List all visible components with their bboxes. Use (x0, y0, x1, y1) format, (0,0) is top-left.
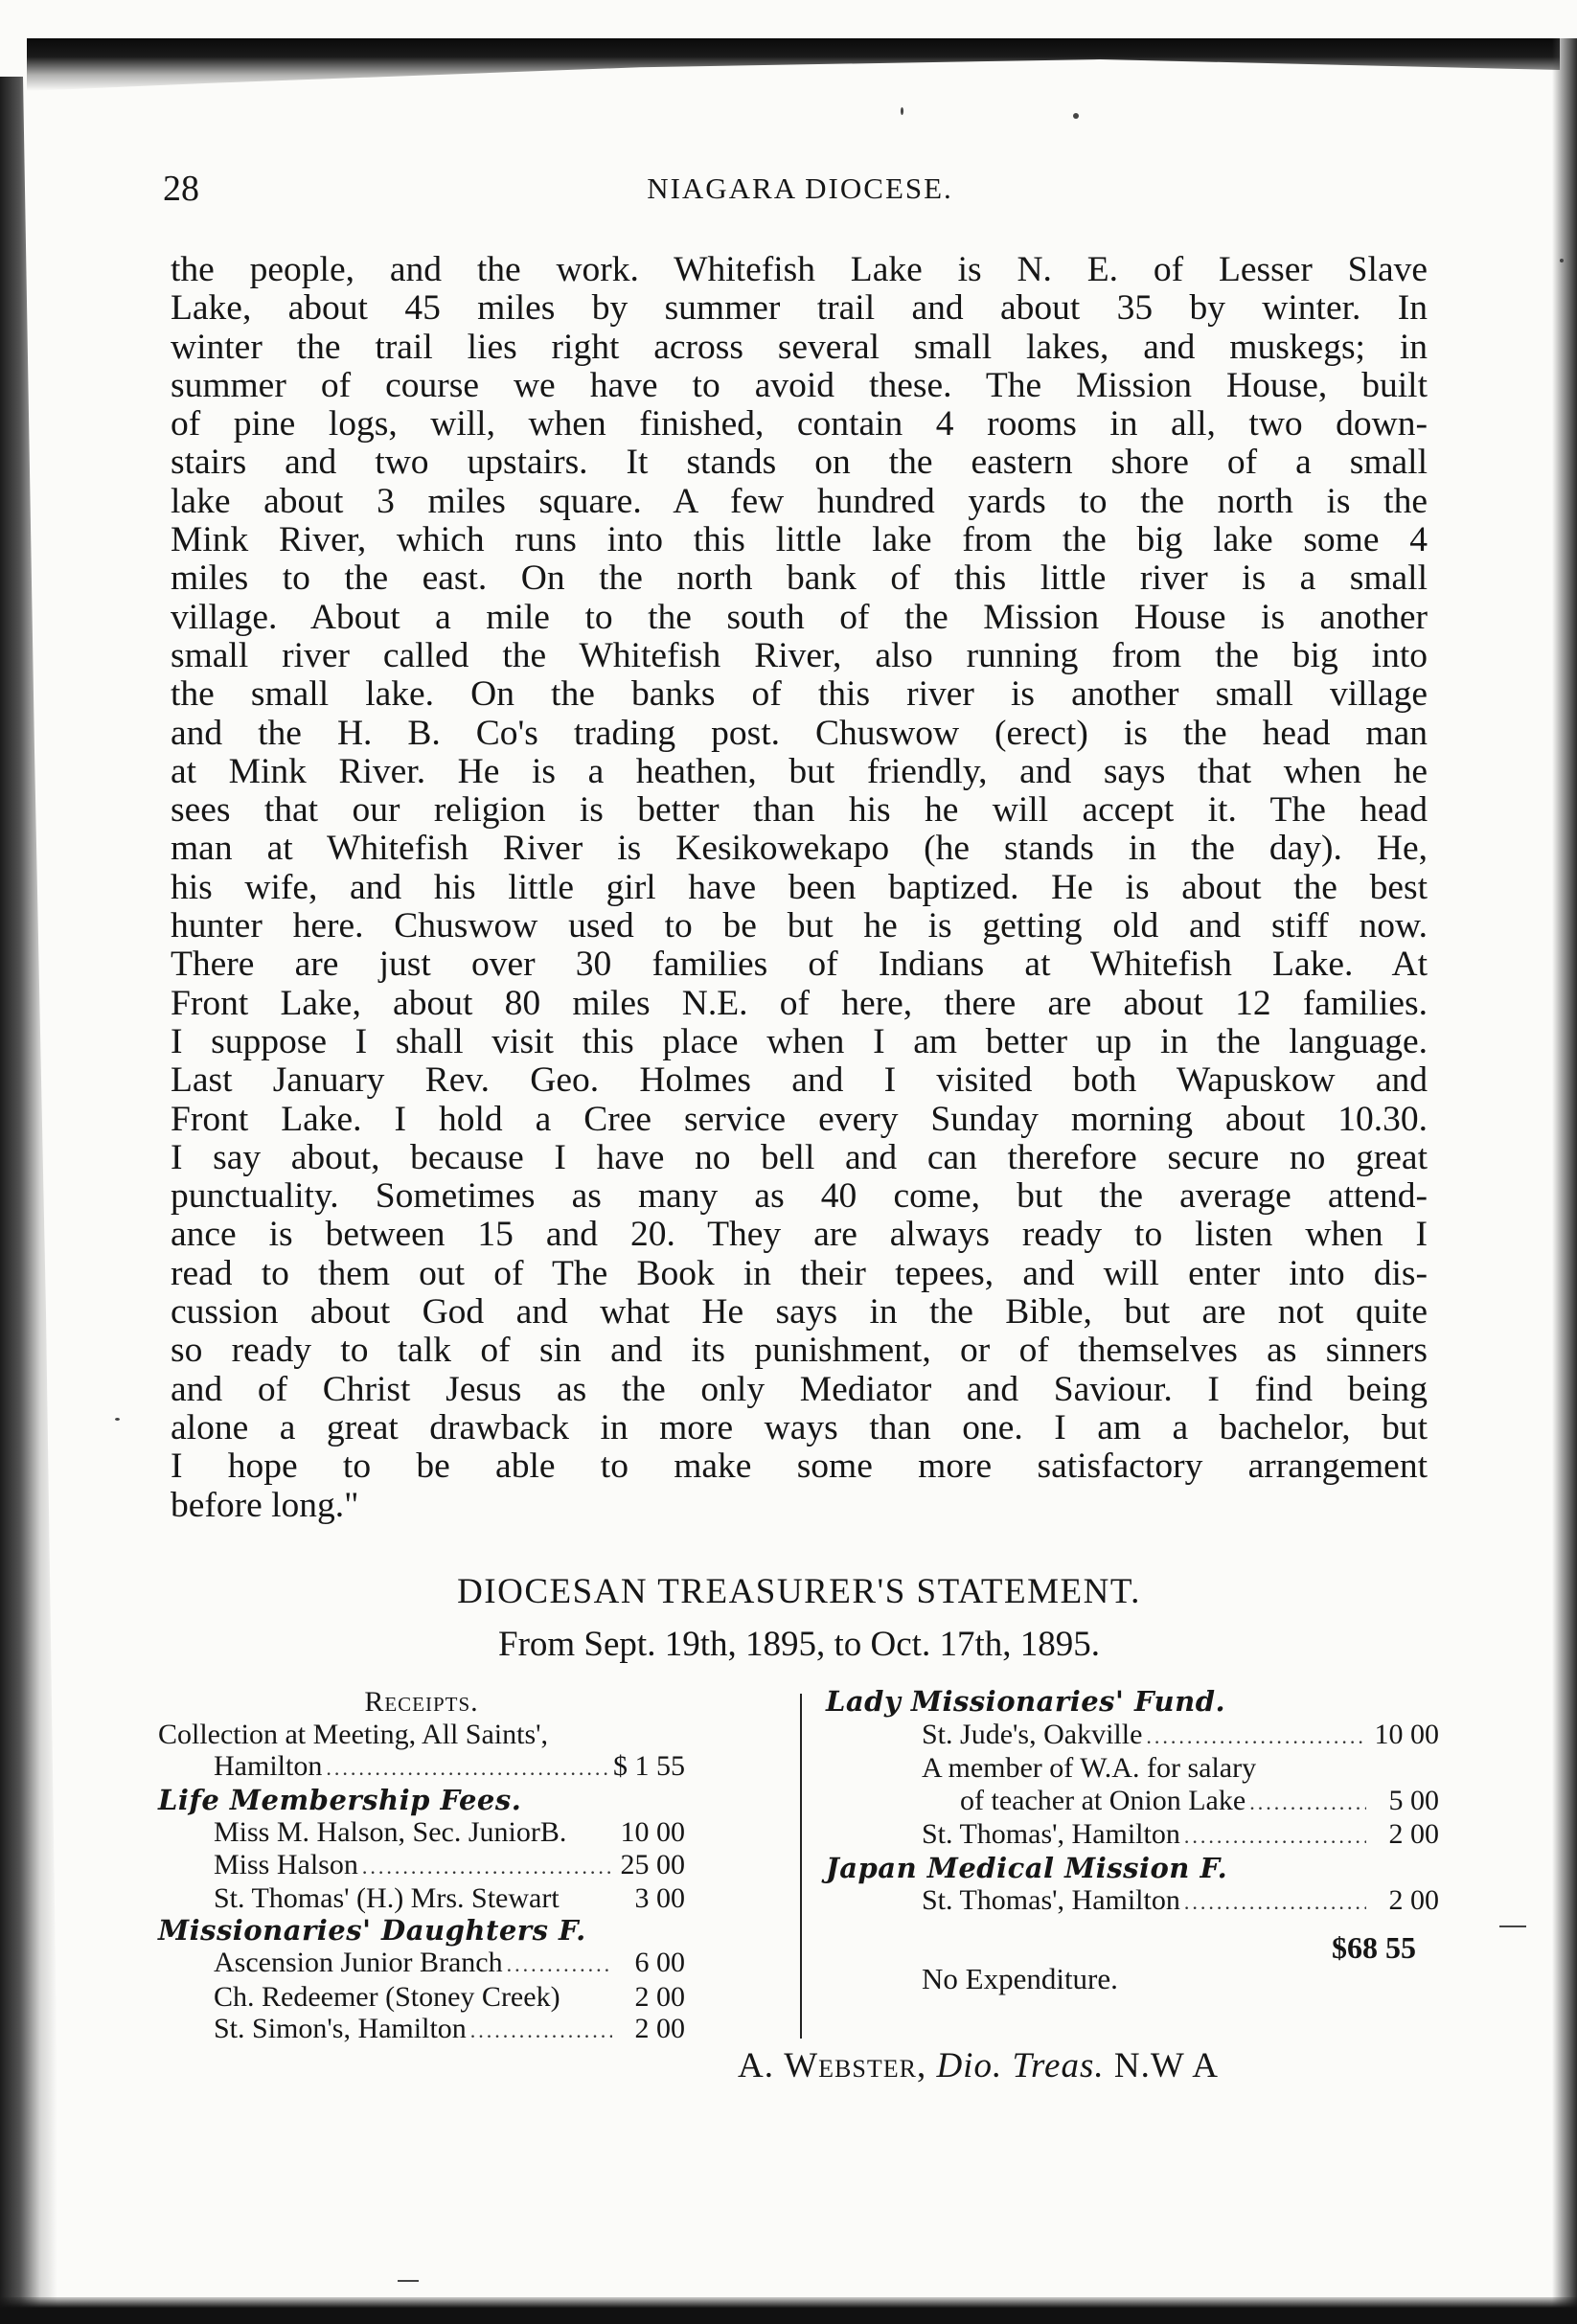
lady-missionaries-heading: Lady Missionaries' Fund. (826, 1685, 1226, 1718)
life-membership-heading: Life Membership Fees. (158, 1783, 522, 1816)
body-line: stairs and two upstairs. It stands on the eastern shore of a small (171, 443, 1428, 483)
receipt-amount: 10 00 (620, 1816, 685, 1848)
scan-speck (1499, 1925, 1526, 1927)
leader-dots (1249, 1787, 1366, 1819)
body-line: ance is between 15 and 20. They are always ready to listen when I (171, 1215, 1428, 1255)
funds-column (826, 1686, 1439, 1919)
fund-amount: 2 00 (1388, 1818, 1439, 1850)
body-line: I suppose I shall visit this place when I am better up in the language. (171, 1021, 1428, 1061)
scan-edge-top (27, 38, 1560, 91)
body-line: at Mink River. He is a heathen, but friendly, and says that when he (171, 751, 1428, 791)
receipt-label: Miss Halson (214, 1848, 358, 1880)
receipt-row (158, 1981, 685, 2014)
body-line: of pine logs, will, when finished, contain 4 rooms in all, two down- (171, 404, 1428, 444)
body-line: before long." (171, 1485, 359, 1525)
body-line: man at Whitefish River is Kesikowekapo (he stands in the day). He, (171, 829, 1428, 869)
receipt-amount: 2 00 (634, 2013, 685, 2044)
collection-label-cont: Hamilton (214, 1750, 323, 1782)
body-line: summer of course we have to avoid these. The Mission House, built (171, 365, 1428, 405)
scan-edge-left (0, 77, 57, 2324)
body-line: punctuality. Sometimes as many as 40 come, but the average attend- (171, 1176, 1428, 1217)
receipts-column (158, 1686, 685, 2047)
collection-amount: $ 1 55 (613, 1750, 685, 1782)
receipt-amount: 25 00 (620, 1848, 685, 1880)
receipts-heading: Receipts. (364, 1686, 479, 1718)
body-line: Last January Rev. Geo. Holmes and I visited both Wapuskow and (171, 1060, 1428, 1101)
body-line: alone a great drawback in more ways than one. I am a bachelor, but (171, 1407, 1428, 1447)
fund-amount: 5 00 (1388, 1784, 1439, 1816)
fund-label: St. Thomas', Hamilton (922, 1884, 1180, 1916)
body-line: Lake, about 45 miles by summer trail and about 35 by winter. In (171, 288, 1428, 329)
fund-label: St. Thomas', Hamilton (922, 1818, 1180, 1850)
leader-dots (326, 1752, 609, 1785)
leader-dots (362, 1851, 612, 1883)
body-line: winter the trail lies right across several small lakes, and muskegs; in (171, 327, 1428, 367)
letter-body (171, 251, 1428, 1525)
signature-initial: A. (738, 2046, 774, 2085)
body-line: village. About a mile to the south of the Mission House is another (171, 597, 1428, 637)
statement-subtitle: From Sept. 19th, 1895, to Oct. 17th, 1895. (498, 1625, 1100, 1664)
body-line: hunter here. Chuswow used to be but he is getting old and stiff now. (171, 906, 1428, 946)
fund-label: St. Jude's, Oakville (922, 1718, 1143, 1750)
scan-speck (115, 1418, 120, 1421)
receipt-amount: 6 00 (634, 1947, 685, 1978)
fund-row (826, 1719, 1439, 1753)
body-line: and the H. B. Co's trading post. Chuswow (erect) is the head man (171, 713, 1428, 753)
receipt-row (158, 1882, 685, 1915)
leader-dots (507, 1948, 612, 1981)
scan-speck (1073, 113, 1079, 119)
page-header (163, 168, 1437, 216)
body-line: Front Lake, about 80 miles N.E. of here, there are about 12 families. (171, 983, 1428, 1023)
body-line: read to them out of The Book in their tepees, and will enter into dis- (171, 1253, 1428, 1293)
receipt-row (158, 1947, 685, 1981)
body-line: Mink River, which runs into this little lake from the big lake some 4 (171, 520, 1428, 560)
leader-dots (1184, 1886, 1366, 1919)
receipt-amount: 3 00 (634, 1882, 685, 1914)
statement-title: DIOCESAN TREASURER'S STATEMENT. (457, 1572, 1141, 1611)
collection-row (158, 1750, 685, 1785)
body-line: and of Christ Jesus as the only Mediator and Saviour. I find being (171, 1369, 1428, 1409)
body-line: sees that our religion is better than his he will accept it. The head (171, 790, 1428, 831)
body-line: the small lake. On the banks of this river is another small village (171, 674, 1428, 715)
fund-label: of teacher at Onion Lake (960, 1784, 1246, 1816)
receipt-row (158, 2013, 685, 2047)
body-line: miles to the east. On the north bank of this little river is a small (171, 558, 1428, 599)
fund-row (826, 1818, 1439, 1853)
treasurer-signature (738, 2045, 1219, 2086)
receipt-label: Ch. Redeemer (Stoney Creek) (214, 1980, 560, 2013)
receipt-row (158, 1816, 685, 1849)
scan-speck (901, 107, 903, 115)
scan-edge-right (1552, 38, 1577, 2324)
scan-speck (1560, 259, 1564, 262)
body-line: cussion about God and what He says in the Bible, but are not quite (171, 1292, 1428, 1333)
daughters-fund-heading: Missionaries' Daughters F. (158, 1913, 586, 1947)
column-divider (800, 1694, 802, 2039)
leader-dots (1146, 1720, 1366, 1753)
receipt-label: St. Simon's, Hamilton (214, 2013, 467, 2044)
body-line: small river called the Whitefish River, also running from the big into (171, 635, 1428, 675)
page-number: 28 (163, 169, 199, 209)
statement-total: $68 55 (1332, 1930, 1416, 1965)
fund-row (826, 1785, 1439, 1819)
receipt-amount: 2 00 (634, 1980, 685, 2013)
body-line: lake about 3 miles square. A few hundred yards to the north is the (171, 481, 1428, 521)
leader-dots (1184, 1820, 1366, 1853)
fund-amount: 10 00 (1374, 1718, 1439, 1750)
receipt-label: St. Thomas' (H.) Mrs. Stewart (214, 1882, 560, 1914)
no-expenditure-note: No Expenditure. (922, 1962, 1118, 1995)
collection-label: Collection at Meeting, All Saints', (158, 1718, 549, 1750)
japan-mission-heading: Japan Medical Mission F. (826, 1851, 1228, 1884)
body-line: his wife, and his little girl have been baptized. He is about the best (171, 867, 1428, 907)
signature-suffix: N.W A (1113, 2046, 1219, 2085)
body-line: Front Lake. I hold a Cree service every Sunday morning about 10.30. (171, 1099, 1428, 1139)
fund-row (826, 1884, 1439, 1919)
signature-name: Webster, (784, 2046, 927, 2085)
running-title: NIAGARA DIOCESE. (647, 171, 953, 205)
receipt-label: Ascension Junior Branch (214, 1947, 503, 1978)
scan-speck (398, 2280, 419, 2282)
body-line: I hope to be able to make some more satisfactory arrangement (171, 1447, 1428, 1487)
fund-amount: 2 00 (1388, 1884, 1439, 1916)
signature-title: Dio. Treas. (936, 2046, 1105, 2085)
body-line: I say about, because I have no bell and can therefore secure no great (171, 1137, 1428, 1177)
scan-edge-bottom (0, 2297, 1577, 2324)
receipt-row (158, 1849, 685, 1883)
body-line: so ready to talk of sin and its punishment, or of themselves as sinners (171, 1331, 1428, 1371)
body-line: There are just over 30 families of Indians at Whitefish Lake. At (171, 945, 1428, 985)
leader-dots (470, 2015, 612, 2047)
receipt-label: Miss M. Halson, Sec. JuniorB. (214, 1816, 567, 1848)
fund-label: A member of W.A. for salary (922, 1752, 1257, 1784)
body-line: the people, and the work. Whitefish Lake is N. E. of Lesser Slave (171, 250, 1428, 289)
